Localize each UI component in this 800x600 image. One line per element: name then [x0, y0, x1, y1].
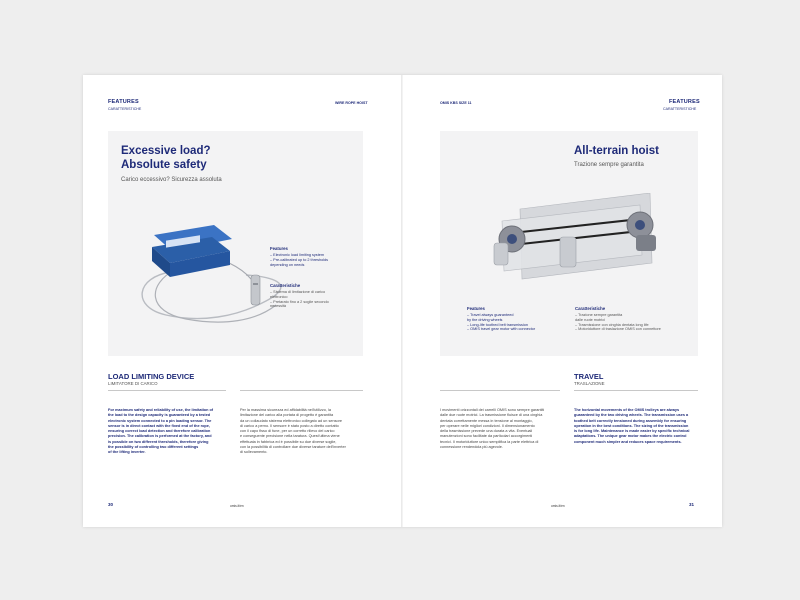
right-panel-title: All-terrain hoist	[574, 145, 659, 157]
center-bracket	[560, 237, 576, 267]
left-footer: omis.it/en	[230, 504, 244, 508]
right-body-text-it: I movimenti orizzontali dei carrelli OMIS sono sempre garantiti dalle due ruote motrici. La trasmissione fluisce di una cinghia dentata correttamente messa in tensione al montaggio, per operare nelle migliori condizioni. Il dimensionamento della trasmissione prevede una durata a vita. Eventuali manutenzioni sono facilitate da particolari accorgimenti tecnici. Il motoriduttore unico semplifica la parte elettrica di connessione rendendola più agevole.	[440, 408, 545, 450]
brochure-spread	[83, 75, 722, 527]
left-section-rule-1	[108, 390, 226, 391]
left-feature-it-item: – Pretarato fino a 2 soglie secondo	[270, 299, 329, 304]
right-header-running-title: OMIS KBS SIZE 11	[440, 101, 472, 105]
right-feature-it-item: dalle ruote motrici	[575, 317, 605, 322]
right-feature-item: – Long-life toothed belt transmission	[467, 322, 528, 327]
left-header-section-sub: CARATTERISTICHE	[108, 107, 142, 111]
right-features-label: Features	[467, 306, 485, 311]
travel-trolley-image	[490, 193, 670, 283]
right-features-list	[467, 313, 535, 332]
left-feature-it-item: elettronico	[270, 294, 288, 299]
left-section-subtitle: LIMITATORE DI CARICO	[108, 381, 158, 386]
right-body-text-en: The horizontal movements of the OMIS trolleys are always guaranteed by the two driving wheels. The transmission uses a toothed belt correctly tensioned during assembly for ensuring operation in the best conditions. The sizing of the transmission is for long life. Maintenance is made easier by specific technical adaptations. The unique gear motor makes the electric control component much simpler and reduces space requirements.	[574, 408, 690, 444]
right-footer: omis.it/en	[551, 504, 565, 508]
left-feature-item: depending on needs	[270, 262, 305, 267]
left-features-it-list	[270, 290, 329, 309]
left-feature-it-item: – Sistema di limitazione di carico	[270, 290, 326, 294]
left-feature-item: – Pre-calibrated up to 2 thresholds	[270, 257, 329, 262]
sensor-ring	[253, 283, 258, 285]
left-features-list	[270, 253, 328, 267]
page-gutter	[401, 75, 403, 527]
right-section-title: TRAVEL	[574, 372, 604, 381]
right-feature-item: – OMIS travel gear motor with connector	[467, 327, 536, 332]
travel-gear-motor	[636, 235, 656, 251]
left-features-label: Features	[270, 246, 288, 251]
left-feature-it-item: necessità	[270, 304, 287, 309]
left-page-number: 30	[108, 502, 114, 507]
right-features-it-label: Caratteristiche	[575, 306, 606, 311]
left-panel-title-line1: Excessive load?	[121, 145, 211, 157]
left-feature-panel	[108, 131, 363, 356]
right-header-section-sub: CARATTERISTICHE	[663, 107, 697, 111]
left-panel-subtitle: Carico eccessivo? Sicurezza assoluta	[121, 177, 222, 183]
right-page-number: 31	[689, 502, 695, 507]
left-section-title: LOAD LIMITING DEVICE	[108, 372, 195, 381]
side-bracket-left	[494, 243, 508, 265]
right-panel-subtitle: Trazione sempre garantita	[574, 162, 644, 168]
right-feature-it-item: – Trasmissione con cinghia dentata long life	[575, 322, 649, 327]
right-feature-panel	[440, 131, 698, 356]
drive-hub-right	[635, 220, 645, 230]
right-header-section: FEATURES	[669, 99, 700, 105]
left-body-text-en: For maximum safety and reliability of use, the limitation of the load to the design capacity is guaranteed by a tested electronic system connected to a pin loading sensor. The sensor is in direct contact with the fixed end of the rope, ensuring correct load detection and therefore calibration precision. The calibration is performed at the factory, and is possible on two different thresholds, therefore giving the possibility of controlling two different settings of the lifting inverter.	[108, 408, 214, 455]
left-header-section: FEATURES	[108, 99, 139, 105]
right-section-rule-1	[440, 390, 560, 391]
right-section-rule-2	[574, 390, 698, 391]
left-features-it-label: Caratteristiche	[270, 283, 301, 288]
right-features-it-list	[575, 313, 661, 332]
drive-hub-left	[507, 234, 517, 244]
right-feature-item: by the driving wheels	[467, 317, 503, 322]
left-section-rule-2	[240, 390, 363, 391]
load-limiter-image	[126, 217, 301, 337]
right-feature-it-item: – Trazione sempre garantita	[575, 313, 623, 317]
left-body-text-it: Per la massima sicurezza ed affidabilità nell'utilizzo, la limitazione del carico alla portata di progetto è garantita da un collaudato sistema elettronico collegato ad un sensore di carico a perno. Il sensore è stato posto a diretto contatto con il capo fisso di fune, per un corretto rilievo del carico e conseguente precisione nella taratura. Quest'ultima viene effettuata in fabbrica ed è possibile su due diverse soglie, con la possibilità di controllare due diverse tarature dell'inverter di sollevamento.	[240, 408, 346, 455]
right-section-subtitle: TRASLAZIONE	[574, 381, 605, 386]
left-header-running-title: WIRE ROPE HOIST	[335, 101, 368, 105]
right-feature-it-item: – Motoriduttore di traslazione OMIS con connettore	[575, 327, 661, 332]
right-feature-item: – Travel always guaranteed	[467, 313, 514, 317]
left-feature-item: – Electronic load limiting system	[270, 253, 325, 257]
load-pin-sensor	[251, 275, 260, 305]
left-panel-title-line2: Absolute safety	[121, 159, 207, 171]
